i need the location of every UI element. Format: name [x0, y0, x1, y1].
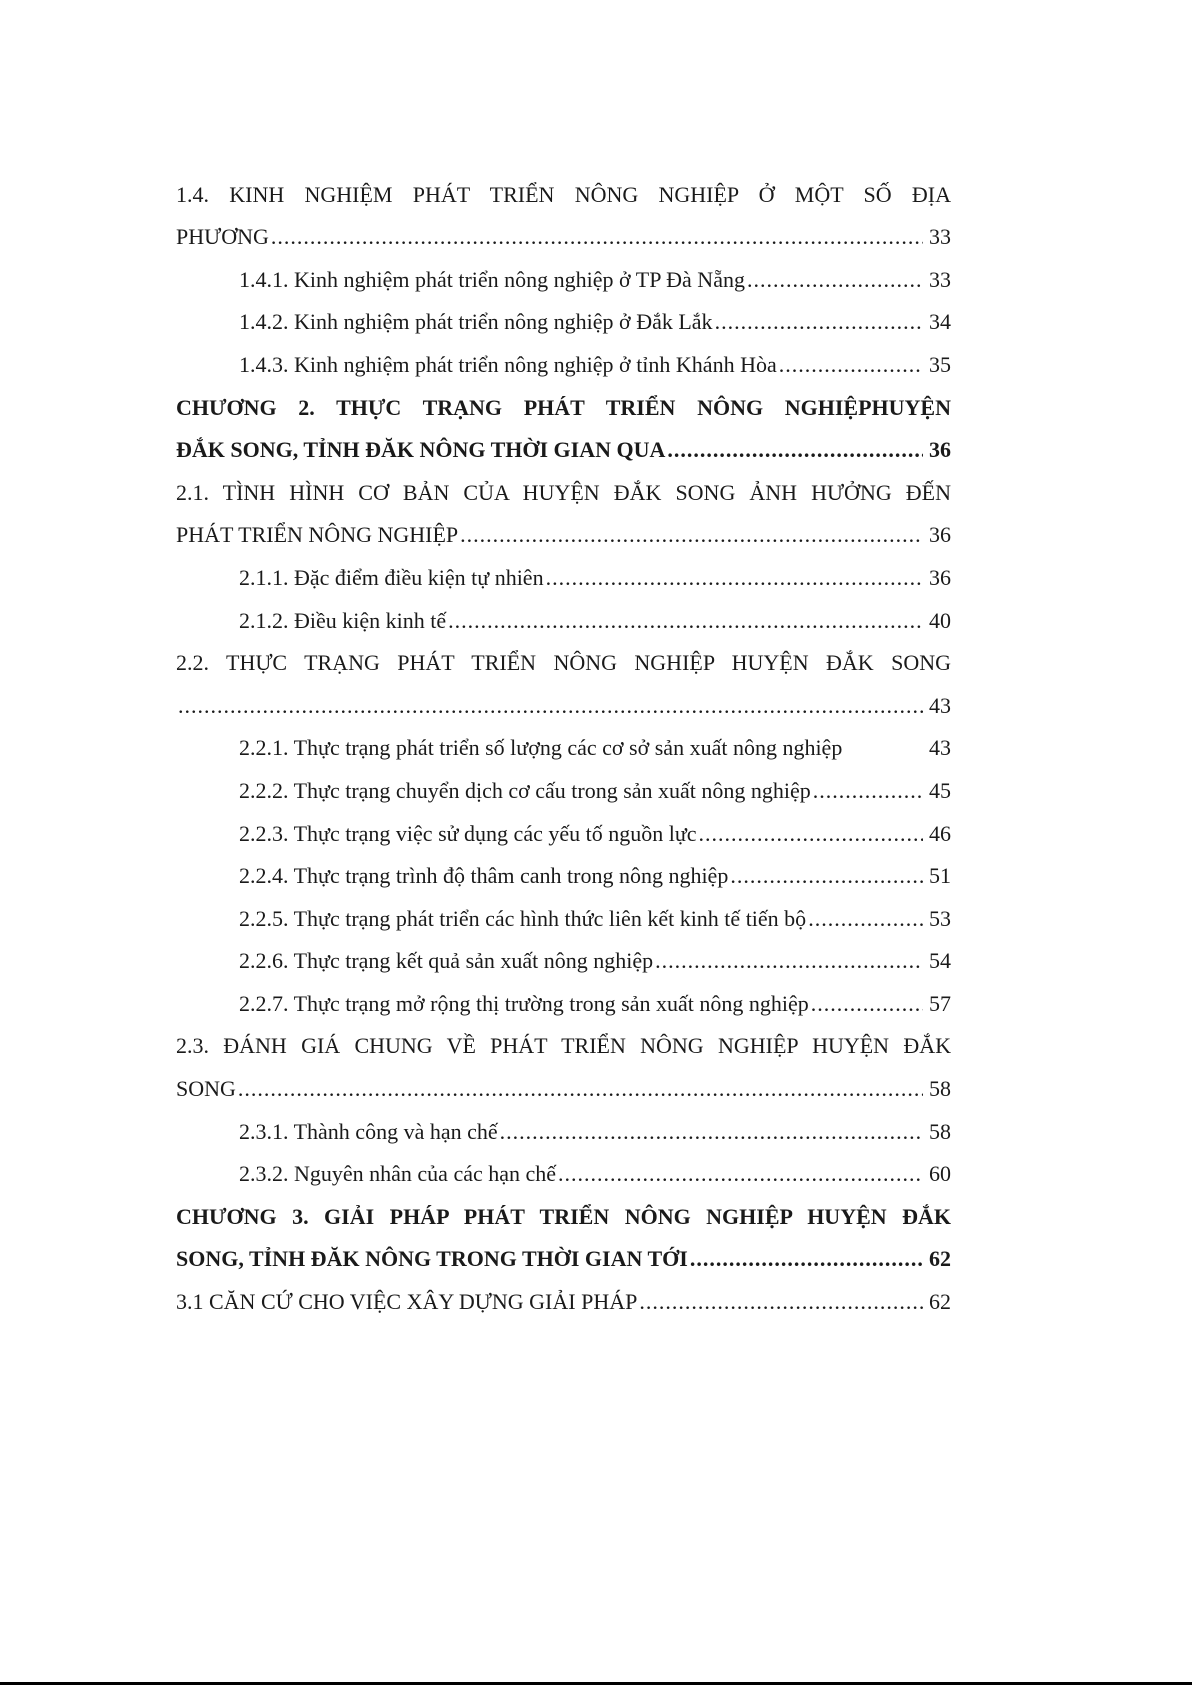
toc-entry-title: 2.2.1. Thực trạng phát triển số lượng các cơ sở sản xuất nông nghiệp [239, 735, 843, 761]
dot-leader [779, 352, 923, 378]
toc-entry [176, 300, 951, 343]
dot-leader [655, 948, 923, 974]
toc-entry-title: 2.1.2. Điều kiện kinh tế [239, 607, 447, 633]
toc-entry-page-number: 45 [929, 777, 951, 803]
toc-entry [176, 1066, 951, 1109]
toc-entry-page-number: 62 [929, 1289, 951, 1315]
toc-entry-title: 1.4.3. Kinh nghiệm phát triển nông nghiệp ở tỉnh Khánh Hòa [239, 351, 777, 377]
toc-entry [176, 981, 951, 1024]
toc-entry [176, 257, 951, 300]
dot-leader [730, 863, 923, 889]
toc-entry-title: 1.4. KINH NGHIỆM PHÁT TRIỂN NÔNG NGHIỆP Ở MỘT SỐ ĐỊA [176, 181, 951, 207]
table-of-contents [176, 172, 951, 1322]
dot-leader [546, 565, 923, 591]
toc-entry [176, 172, 951, 215]
dot-leader [448, 608, 923, 634]
dot-leader [500, 1119, 923, 1145]
toc-entry [176, 215, 951, 258]
dot-leader [667, 437, 923, 463]
toc-entry-title: 2.2.5. Thực trạng phát triển các hình thức liên kết kinh tế tiến bộ [239, 905, 807, 931]
dot-leader [699, 821, 923, 847]
toc-entry [176, 1194, 951, 1237]
toc-entry [176, 811, 951, 854]
toc-entry-title: 2.3.1. Thành công và hạn chế [239, 1118, 498, 1144]
toc-entry [176, 683, 951, 726]
dot-leader [813, 778, 923, 804]
toc-entry-title: 1.4.2. Kinh nghiệm phát triển nông nghiệp ở Đắk Lắk [239, 309, 713, 335]
toc-entry-title: 2.2.4. Thực trạng trình độ thâm canh trong nông nghiệp [239, 863, 729, 889]
toc-entry-title: CHƯƠNG 2. THỰC TRẠNG PHÁT TRIỂN NÔNG NGHIỆPHUYỆN [176, 394, 951, 420]
toc-entry-page-number: 53 [929, 905, 951, 931]
dot-leader [690, 1246, 923, 1272]
dot-leader [558, 1161, 923, 1187]
toc-entry-title: 2.2.7. Thực trạng mở rộng thị trường trong sản xuất nông nghiệp [239, 990, 809, 1016]
toc-entry-page-number: 33 [929, 266, 951, 292]
toc-entry-page-number: 60 [929, 1161, 951, 1187]
toc-entry-page-number: 35 [929, 351, 951, 377]
toc-entry-page-number: 62 [929, 1246, 951, 1272]
toc-entry-title: 2.3. ĐÁNH GIÁ CHUNG VỀ PHÁT TRIỂN NÔNG NGHIỆP HUYỆN ĐẮK [176, 1033, 951, 1059]
dot-leader [747, 267, 923, 293]
dot-leader [271, 224, 923, 250]
toc-entry-page-number: 46 [929, 820, 951, 846]
toc-entry-title: ĐẮK SONG, TỈNH ĐĂK NÔNG THỜI GIAN QUA [176, 437, 666, 463]
dot-leader [715, 309, 923, 335]
toc-entry-title: SONG [176, 1076, 236, 1102]
toc-entry [176, 1152, 951, 1195]
toc-entry [176, 342, 951, 385]
dot-leader [238, 1076, 923, 1102]
toc-entry-page-number: 36 [929, 522, 951, 548]
toc-entry-page-number: 40 [929, 607, 951, 633]
toc-entry-title: 2.1. TÌNH HÌNH CƠ BẢN CỦA HUYỆN ĐẮK SONG ẢNH HƯỞNG ĐẾN [176, 479, 951, 505]
toc-entry-title: PHƯƠNG [176, 224, 269, 250]
toc-entry [176, 513, 951, 556]
toc-entry-title: SONG, TỈNH ĐĂK NÔNG TRONG THỜI GIAN TỚI [176, 1246, 688, 1272]
toc-entry [176, 1109, 951, 1152]
toc-entry-title: PHÁT TRIỂN NÔNG NGHIỆP [176, 522, 459, 548]
toc-entry [176, 555, 951, 598]
toc-entry [176, 939, 951, 982]
toc-entry [176, 896, 951, 939]
toc-entry-page-number: 36 [929, 437, 951, 463]
dot-leader [811, 991, 923, 1017]
toc-entry [176, 470, 951, 513]
toc-entry [176, 1279, 951, 1322]
toc-entry-title: 2.1.1. Đặc điểm điều kiện tự nhiên [239, 564, 544, 590]
toc-entry [176, 1237, 951, 1280]
toc-entry-title: 2.3.2. Nguyên nhân của các hạn chế [239, 1161, 557, 1187]
toc-entry [176, 768, 951, 811]
dot-leader [178, 693, 923, 719]
toc-entry-title: 2.2.2. Thực trạng chuyển dịch cơ cấu trong sản xuất nông nghiệp [239, 777, 811, 803]
toc-entry-page-number: 33 [929, 224, 951, 250]
toc-entry [176, 641, 951, 684]
dot-leader [460, 522, 923, 548]
toc-entry [176, 726, 951, 769]
toc-entry-page-number: 36 [929, 564, 951, 590]
toc-entry [176, 428, 951, 471]
dot-leader [808, 906, 923, 932]
toc-entry-page-number: 51 [929, 863, 951, 889]
toc-entry [176, 1024, 951, 1067]
toc-entry [176, 598, 951, 641]
toc-entry-page-number: 43 [929, 692, 951, 718]
toc-entry-title: 3.1 CĂN CỨ CHO VIỆC XÂY DỰNG GIẢI PHÁP [176, 1289, 638, 1315]
toc-entry-page-number: 34 [929, 309, 951, 335]
toc-entry-title: 2.2.6. Thực trạng kết quả sản xuất nông nghiệp [239, 948, 654, 974]
toc-entry-title: CHƯƠNG 3. GIẢI PHÁP PHÁT TRIỂN NÔNG NGHIỆP HUYỆN ĐẮK [176, 1203, 951, 1229]
toc-entry-page-number: 58 [929, 1118, 951, 1144]
toc-entry-page-number: 57 [929, 990, 951, 1016]
toc-entry [176, 385, 951, 428]
toc-entry-title: 1.4.1. Kinh nghiệm phát triển nông nghiệp ở TP Đà Nẵng [239, 266, 745, 292]
toc-entry-title: 2.2.3. Thực trạng việc sử dụng các yếu tố nguồn lực [239, 820, 697, 846]
toc-entry-page-number: 58 [929, 1076, 951, 1102]
toc-entry-page-number: 43 [929, 735, 951, 761]
dot-leader [639, 1289, 923, 1315]
toc-entry [176, 854, 951, 897]
toc-entry-title: 2.2. THỰC TRẠNG PHÁT TRIỂN NÔNG NGHIỆP HUYỆN ĐẮK SONG [176, 650, 951, 676]
toc-entry-page-number: 54 [929, 948, 951, 974]
